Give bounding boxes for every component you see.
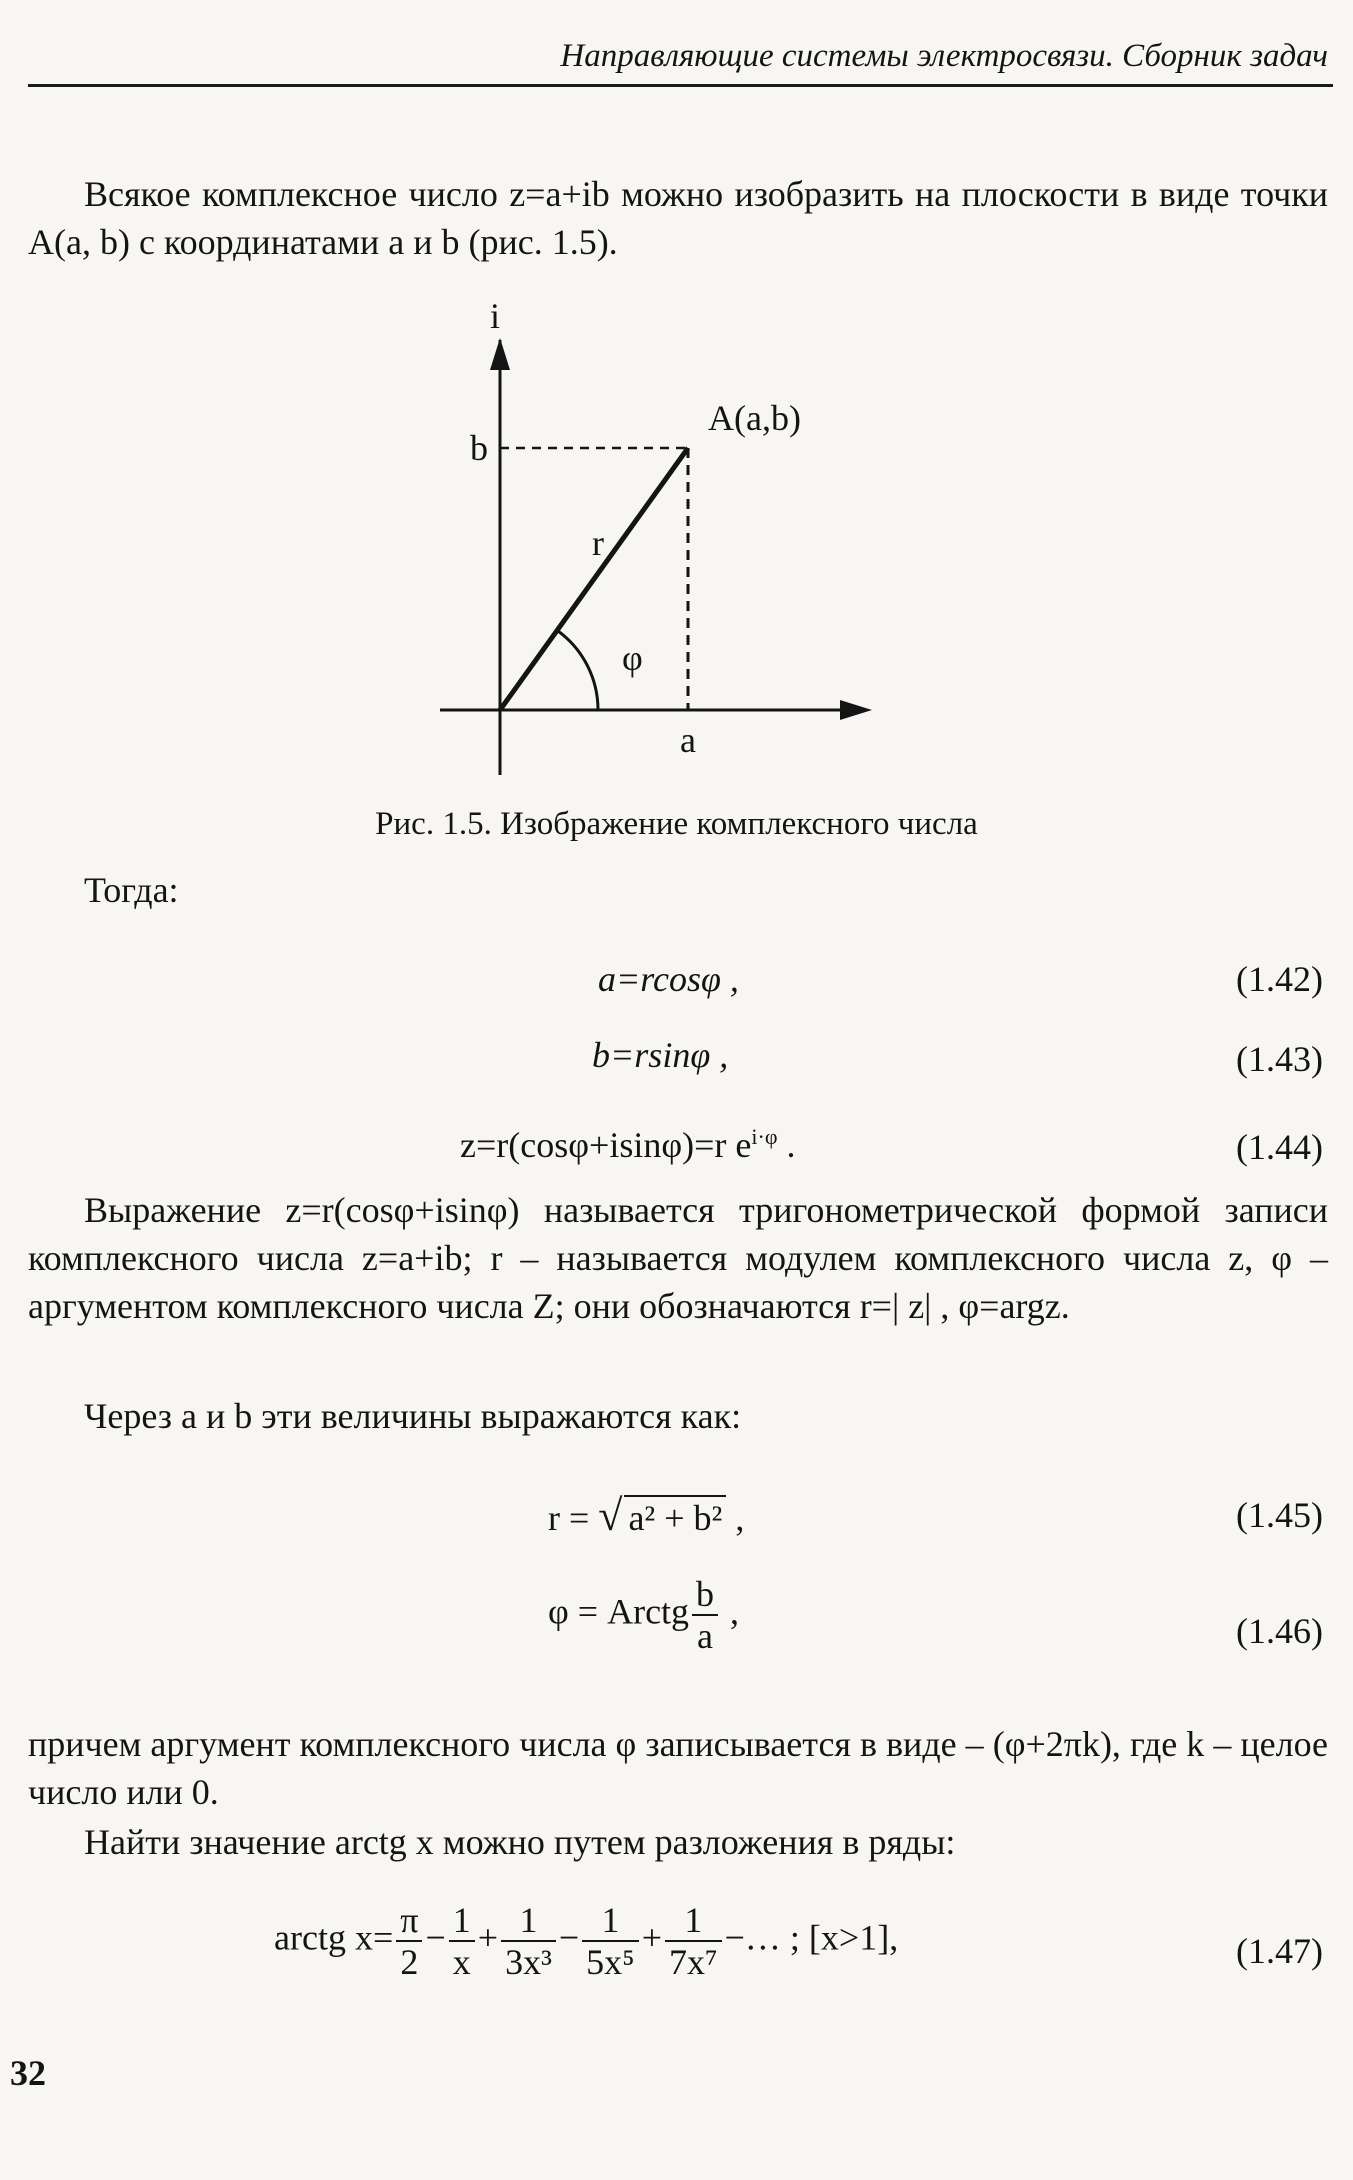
equation-number-1-47: (1.47): [1236, 1931, 1323, 1971]
equation-number-1-42: (1.42): [1236, 959, 1323, 999]
argument-paragraph: причем аргумент комплексного числа φ записывается в виде – (φ+2πk), где k – целое число или 0.: [28, 1724, 1328, 1812]
series-term: [501, 1900, 556, 1982]
equation-1-42: a=rcosφ ,: [598, 959, 739, 999]
equation-1-46: [548, 1574, 739, 1656]
series-operator: −: [558, 1917, 580, 1958]
expression-paragraph: Выражение z=r(cosφ+isinφ) называется тригонометрической формой записи комплексного числа z=a+ib; r – называется модулем комплексного числа z, φ – аргументом комплексного числа Z; они обозначаются r=| z| , φ=argz.: [28, 1190, 1328, 1326]
radius-label: r: [592, 523, 604, 563]
then-label: Тогда:: [84, 870, 179, 910]
series-term: [665, 1900, 722, 1982]
sqrt-symbol: √: [598, 1491, 623, 1540]
equation-1-44-tail: .: [777, 1125, 796, 1165]
intro-paragraph: Всякое комплексное число z=a+ib можно изобразить на плоскости в виде точки A(a, b) с координатами a и b (рис. 1.5).: [28, 174, 1328, 262]
axis-i-label: i: [490, 300, 501, 336]
equation-1-45-tail: ,: [726, 1498, 745, 1538]
equation-1-46-tail: ,: [721, 1591, 740, 1632]
equation-number-1-45: (1.45): [1236, 1495, 1323, 1535]
equation-1-45-lhs: r =: [548, 1498, 590, 1538]
term-numerator: 1: [449, 1900, 475, 1942]
term-denominator: 7x⁷: [669, 1942, 718, 1982]
term-denominator: 2: [400, 1942, 419, 1982]
find-paragraph: Найти значение arctg x можно путем разложения в ряды:: [84, 1822, 956, 1862]
fraction-numerator: b: [692, 1574, 718, 1616]
equation-1-44-exponent: i·φ: [751, 1124, 778, 1149]
equation-number-1-46: (1.46): [1236, 1611, 1323, 1651]
series-tail: −… ; [x>1],: [724, 1917, 899, 1958]
angle-arc: [558, 631, 598, 710]
term-numerator: 1: [501, 1900, 556, 1942]
term-denominator: 3x³: [505, 1942, 552, 1982]
header-rule: [28, 84, 1333, 87]
term-denominator: x: [452, 1942, 471, 1982]
equation-1-44: [460, 1124, 796, 1166]
equation-number-1-43: (1.43): [1236, 1039, 1323, 1079]
running-header: Направляющие системы электросвязи. Сборник задач: [560, 38, 1328, 74]
equation-1-45: [548, 1490, 744, 1541]
equation-number-1-44: (1.44): [1236, 1127, 1323, 1167]
real-axis-arrow: [840, 700, 872, 720]
radius-vector: [500, 448, 688, 710]
fraction-denominator: a: [697, 1616, 714, 1656]
point-a-label: A(a,b): [708, 398, 801, 438]
complex-plane-figure: [440, 300, 960, 780]
equation-1-44-main: z=r(cosφ+isinφ)=r e: [460, 1125, 752, 1165]
equation-1-47-lhs: arctg x=: [274, 1917, 394, 1958]
axis-b-label: b: [470, 428, 488, 468]
series-term: [396, 1900, 422, 1982]
series-operator: +: [641, 1917, 663, 1958]
equation-1-43: b=rsinφ ,: [592, 1035, 729, 1075]
series-operator: +: [477, 1917, 499, 1958]
term-denominator: 5x⁵: [586, 1942, 635, 1982]
series-term: [449, 1900, 475, 1982]
page-number: 32: [10, 2053, 46, 2093]
term-numerator: π: [396, 1900, 422, 1942]
axis-a-label: a: [680, 720, 696, 760]
equation-1-47: [274, 1900, 898, 1982]
through-paragraph: Через a и b эти величины выражаются как:: [84, 1396, 742, 1436]
series-term: [582, 1900, 639, 1982]
angle-label: φ: [622, 638, 643, 678]
equation-1-46-fraction: [692, 1574, 718, 1656]
equation-1-45-radicand: a² + b²: [624, 1495, 726, 1539]
term-numerator: 1: [582, 1900, 639, 1942]
term-numerator: 1: [665, 1900, 722, 1942]
imag-axis-arrow: [490, 338, 510, 370]
figure-caption: Рис. 1.5. Изображение комплексного числа: [375, 806, 978, 842]
complex-plane-svg: [440, 300, 960, 780]
equation-1-46-lhs: φ = Arctg: [548, 1591, 690, 1632]
series-operator: −: [425, 1917, 446, 1958]
